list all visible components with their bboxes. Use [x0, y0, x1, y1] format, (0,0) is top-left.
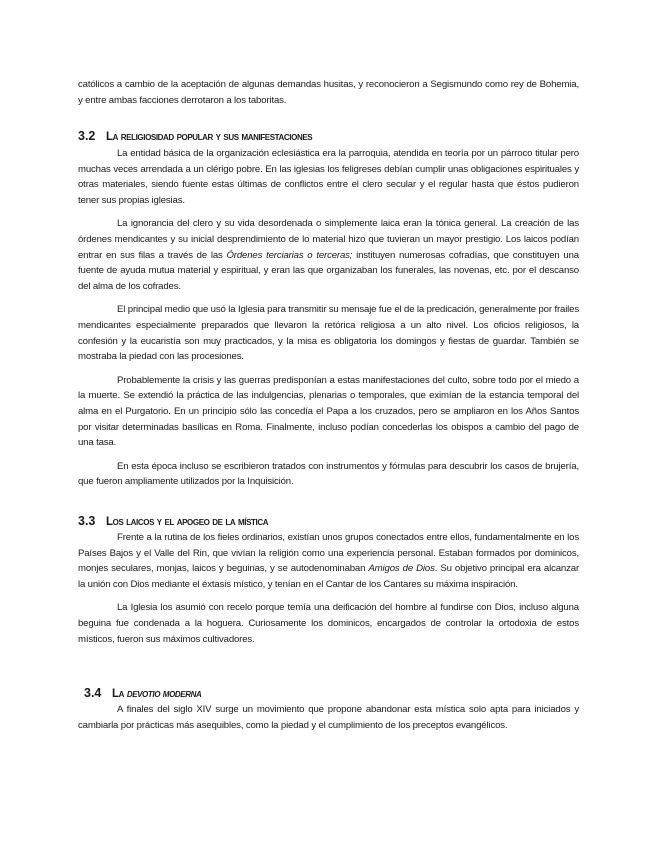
- section-3-2-body: [78, 146, 579, 498]
- paragraph: La ignorancia del clero y su vida desordenada o simplemente laica eran la tónica general. La creación de las órdenes mendicantes y su inicial desprendimiento de lo material hizo que tuvieran un mayor prestigio. Los laicos podían entrar en sus filas a través de las Órdenes terciarias o terceras; instituyen numerosas cofradías, que constituyen una fuente de ayuda mutua material y espiritual, y eran las que organizaban los funerales, las novenas, etc. por el descanso del alma de los cofrades.: [78, 218, 579, 292]
- section-3-4-body: [78, 702, 579, 741]
- paragraph: El principal medio que usó la Iglesia para transmitir su mensaje fue el de la predicación, generalmente por frailes mendicantes especialmente preparados que llevaron la retórica religiosa a un alto nivel. Los oficios religiosos, la confesión y la eucaristía son muy practicados, y la misa es obligatoria los domingos y fiestas de guardar. También se mostraba la piedad con las procesiones.: [78, 304, 579, 363]
- emphasis-text: Órdenes terciarias o terceras;: [226, 249, 353, 261]
- section-heading-3-3: [78, 514, 268, 528]
- section-title: La devotio moderna: [112, 688, 202, 700]
- section-title-emphasis: devotio moderna: [126, 688, 202, 700]
- section-heading-3-4: [84, 686, 201, 700]
- section-title: La religiosidad popular y sus manifestaciones: [106, 131, 313, 143]
- section-number: 3.4: [84, 686, 102, 700]
- section-number: 3.2: [78, 129, 96, 143]
- paragraph: Probablemente la crisis y las guerras predisponían a estas manifestaciones del culto, sobre todo por el miedo a la muerte. Se extendió la práctica de las indulgencias, plenarias o temporales, que eximían de la estancia temporal del alma en el Purgatorio. En un principio sólo las concedía el Papa a los cruzados, pero se ampliaron en los Años Santos por visitar determinadas basílicas en Roma. Finalmente, incluso podían concederlas los obispos a cambio del pago de una tasa.: [78, 374, 579, 449]
- paragraph: Frente a la rutina de los fieles ordinarios, existían unos grupos conectados entre ellos, fundamentalmente en los Países Bajos y el Valle del Rin, que vivían la religión como una experiencia personal. Estaban formados por dominicos, monjes seculares, monjas, laicos y beguinas, y se autodenominaban Amigos de Dios. Su objetivo principal era alcanzar la unión con Dios mediante el éxtasis místico, y tenían en el Cantar de los Cantares su máxima inspiración.: [78, 532, 579, 590]
- section-number: 3.3: [78, 514, 96, 528]
- intro-paragraph: católicos a cambio de la aceptación de algunas demandas husitas, y reconocieron a Segismundo como rey de Bohemia, y entre ambas facciones derrotaron a los taboritas.: [78, 79, 579, 106]
- paragraph: La entidad básica de la organización eclesiástica era la parroquia, atendida en teoría por un párroco titular pero muchas veces arrendada a un clérigo pobre. En las iglesias los feligreses debían cumplir unas obligaciones espirituales y otras materiales, siendo fuente estas últimas de conflictos entre el clero secular y el regular hasta que éstos pudieron tener sus propias iglesias.: [78, 148, 579, 206]
- emphasis-text: Amigos de Dios: [368, 563, 435, 575]
- intro-block: [78, 77, 579, 108]
- paragraph: La Iglesia los asumió con recelo porque temía una deificación del hombre al fundirse con Dios, incluso alguna beguina fue condenada a la hoguera. Curiosamente los dominicos, encargados de controlar la ortodoxia de estos místicos, fueron sus máximos cultivadores.: [78, 602, 579, 645]
- section-heading-3-2: [78, 129, 312, 143]
- section-3-3-body: [78, 530, 579, 655]
- section-title: Los laicos y el apogeo de la mística: [106, 516, 269, 528]
- paragraph: En esta época incluso se escribieron tratados con instrumentos y fórmulas para descubrir los casos de brujería, que fueron ampliamente utilizados por la Inquisición.: [78, 460, 579, 488]
- paragraph: A finales del siglo XIV surge un movimiento que propone abandonar esta mística solo apta para iniciados y cambiarla por prácticas más asequibles, como la piedad y el cumplimiento de los preceptos evangélicos.: [78, 704, 579, 731]
